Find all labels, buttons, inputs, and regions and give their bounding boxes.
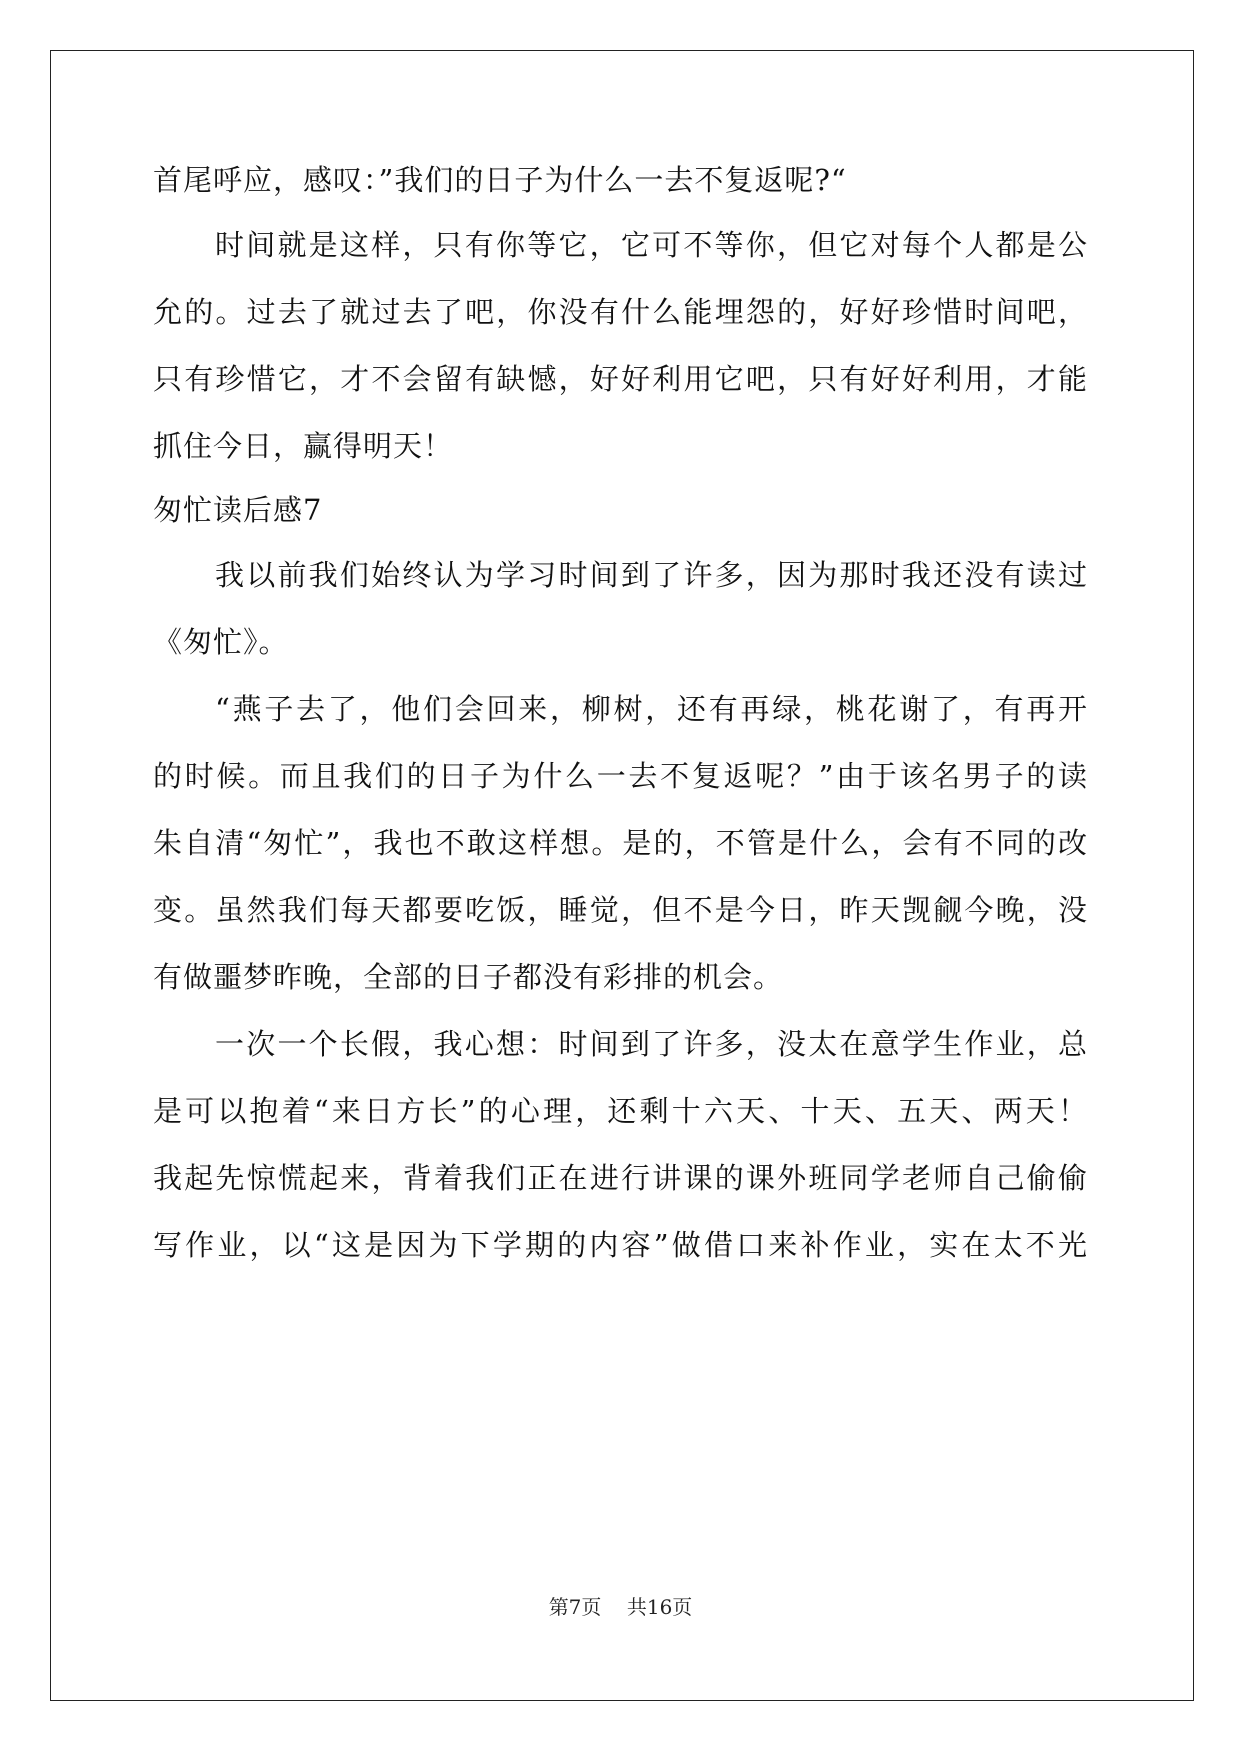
- paragraph-line: 允的。过去了就过去了吧，你没有什么能埋怨的，好好珍惜时间吧，: [153, 295, 1088, 329]
- paragraph-line: 时间就是这样，只有你等它，它可不等你，但它对每个人都是公: [215, 228, 1088, 262]
- paragraph-line: 变。虽然我们每天都要吃饭，睡觉，但不是今日，昨天觊觎今晚，没: [153, 893, 1088, 927]
- paragraph-line: 我以前我们始终认为学习时间到了许多，因为那时我还没有读过: [215, 558, 1088, 592]
- paragraph-line: 一次一个长假，我心想：时间到了许多，没太在意学生作业，总: [215, 1027, 1088, 1061]
- section-heading: 匆忙读后感7: [153, 493, 323, 527]
- paragraph-line: 《匆忙》。: [153, 625, 289, 659]
- paragraph-line: 首尾呼应，感叹：”我们的日子为什么一去不复返呢?“: [153, 163, 847, 197]
- paragraph-line: 的时候。而且我们的日子为什么一去不复返呢？”由于该名男子的读: [153, 759, 1088, 793]
- paragraph-line: 抓住今日，赢得明天！: [153, 429, 454, 463]
- paragraph-line: 朱自清“匆忙”，我也不敢这样想。是的，不管是什么，会有不同的改: [153, 826, 1088, 860]
- page-footer: [0, 1594, 1241, 1620]
- paragraph-line: 只有珍惜它，才不会留有缺憾，好好利用它吧，只有好好利用，才能: [153, 362, 1088, 396]
- paragraph-line: 有做噩梦昨晚，全部的日子都没有彩排的机会。: [153, 960, 784, 994]
- paragraph-line: 是可以抱着“来日方长”的心理，还剩十六天、十天、五天、两天！: [153, 1094, 1088, 1128]
- current-page-number: 第7页: [548, 1595, 602, 1619]
- total-page-count: 共16页: [626, 1595, 693, 1619]
- paragraph-line: 我起先惊慌起来，背着我们正在进行讲课的课外班同学老师自己偷偷: [153, 1161, 1088, 1195]
- paragraph-line: 写作业，以“这是因为下学期的内容”做借口来补作业，实在太不光: [153, 1228, 1088, 1262]
- paragraph-line: “燕子去了，他们会回来，柳树，还有再绿，桃花谢了，有再开: [215, 692, 1088, 726]
